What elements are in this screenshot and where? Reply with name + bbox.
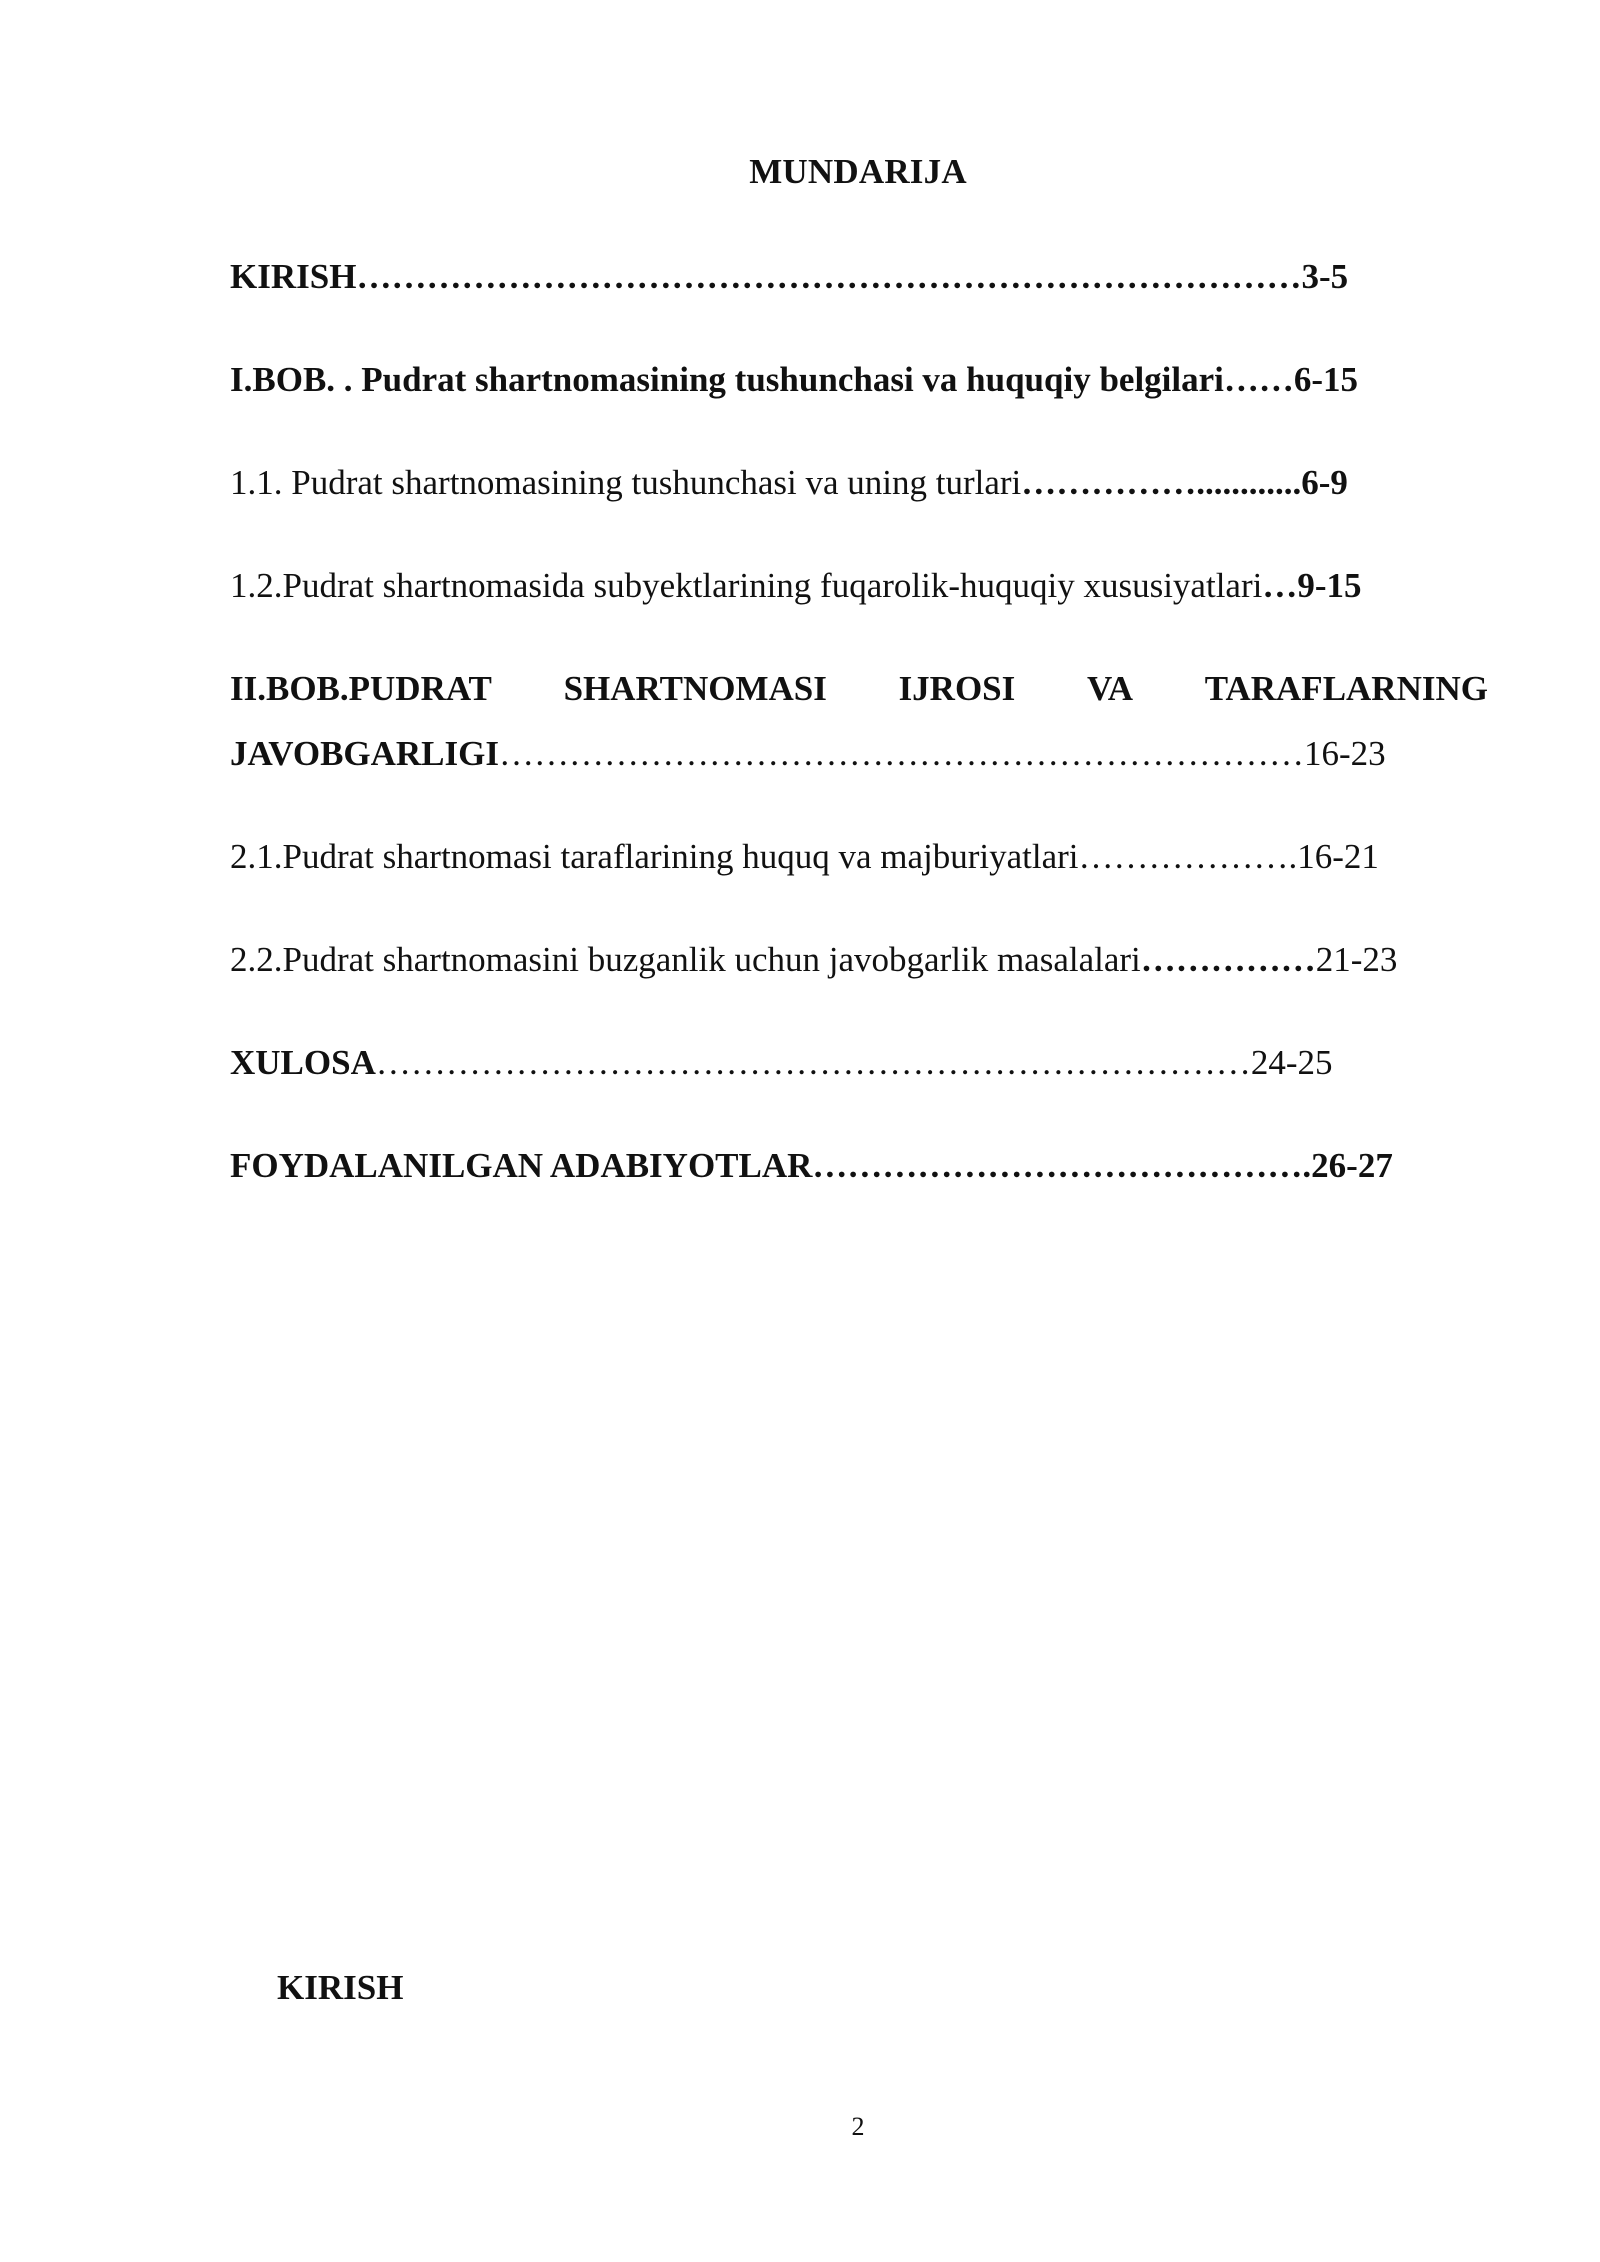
toc-leader-dots: … <box>1262 566 1298 605</box>
toc-entry-label: JAVOBGARLIGI <box>230 734 499 773</box>
toc-page-range: 3-5 <box>1301 257 1349 296</box>
toc-page-range: 16-21 <box>1297 837 1379 876</box>
toc-page-range: 24-25 <box>1250 1043 1333 1082</box>
toc-entry-label: FOYDALANILGAN ADABIYOTLAR <box>230 1146 813 1185</box>
toc-entry-foydalanilgan-adabiyotlar <box>230 1145 1393 1187</box>
toc-leader-dots: ……………………………………. <box>812 1146 1312 1185</box>
toc-entry-label: 1.2.Pudrat shartnomasida subyektlarining fuqarolik-huquqiy xususiyatlari <box>230 566 1263 605</box>
toc-entry-kirish <box>230 256 1348 298</box>
toc-page-range: 21-23 <box>1315 940 1398 979</box>
toc-leader-dots: …………… <box>1140 940 1316 979</box>
toc-entry-1-2 <box>230 565 1362 607</box>
toc-entry-label: 1.1. Pudrat shartnomasining tushunchasi va uning turlari <box>230 463 1022 502</box>
toc-entry-bob2-line2 <box>230 733 1386 775</box>
toc-entry-xulosa <box>230 1042 1333 1084</box>
toc-word: VA <box>1086 669 1134 708</box>
toc-leader-dots: ……………............ <box>1021 463 1302 502</box>
toc-entry-label: XULOSA <box>230 1043 376 1082</box>
toc-page-range: 6-15 <box>1293 360 1359 399</box>
toc-entry-label: 2.1.Pudrat shartnomasi taraflarining huquq va majburiyatlari <box>230 837 1079 876</box>
section-heading-kirish: KIRISH <box>277 1968 404 2007</box>
toc-entry-label: 2.2.Pudrat shartnomasini buzganlik uchun javobgarlik masalalari <box>230 940 1141 979</box>
toc-entry-2-2 <box>230 939 1397 981</box>
toc-entry-2-1 <box>230 836 1379 878</box>
toc-word: II.BOB.PUDRAT <box>230 669 492 708</box>
toc-word: SHARTNOMASI <box>563 669 827 708</box>
toc-leader-dots: ………………………………………………………………… <box>375 1043 1251 1082</box>
toc-word: IJROSI <box>898 669 1016 708</box>
toc-entry-label: I.BOB. . Pudrat shartnomasining tushunchasi va huquqiy belgilari <box>230 360 1224 399</box>
toc-leader-dots: ………………. <box>1078 837 1298 876</box>
toc-word: TARAFLARNING <box>1204 669 1488 708</box>
toc-leader-dots: …………………………………………………………… <box>499 734 1304 773</box>
toc-leader-dots: ……………………………………………………………………… <box>356 257 1302 296</box>
page-number: 2 <box>851 2112 865 2141</box>
toc-leader-dots: …… <box>1223 360 1294 399</box>
toc-title: MUNDARIJA <box>749 152 967 191</box>
toc-page-range: 6-9 <box>1301 463 1348 502</box>
toc-entry-bob1 <box>230 359 1358 401</box>
toc-entry-1-1 <box>230 462 1348 504</box>
toc-page-range: 16-23 <box>1304 734 1386 773</box>
toc-entry-bob2-line1 <box>230 668 1488 710</box>
toc-entry-label: KIRISH <box>230 257 357 296</box>
toc-page-range: 9-15 <box>1297 566 1362 605</box>
toc-page-range: 26-27 <box>1311 1146 1393 1185</box>
